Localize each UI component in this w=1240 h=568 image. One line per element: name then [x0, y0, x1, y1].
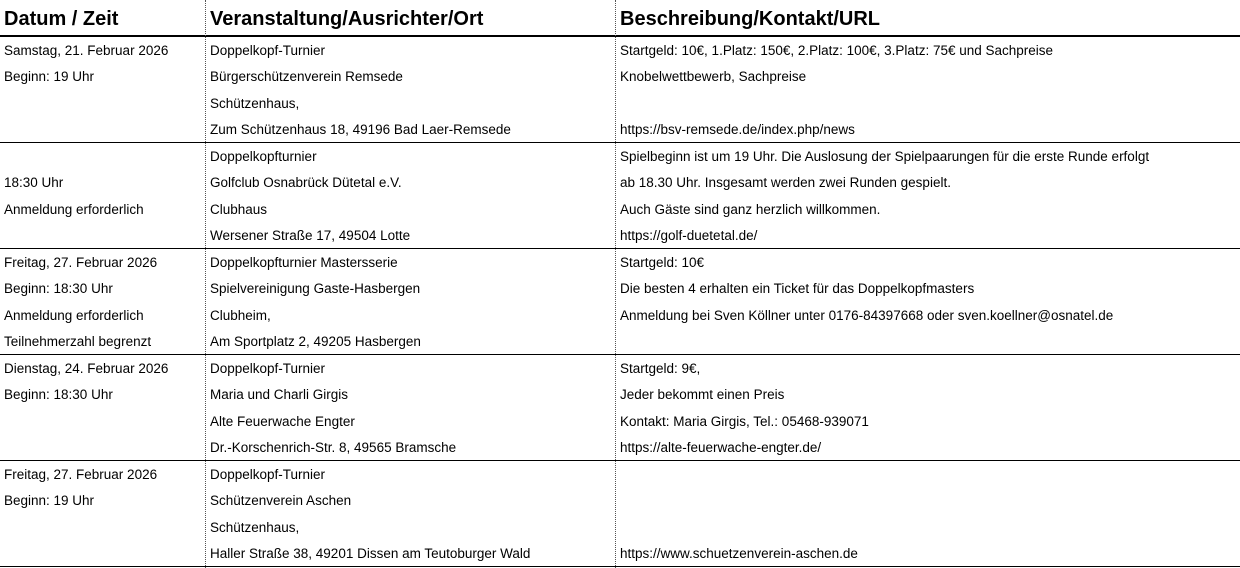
cell-line: Anmeldung bei Sven Köllner unter 0176-84397668 oder sven.koellner@osnatel.de	[620, 308, 1114, 323]
cell-line: Golfclub Osnabrück Dütetal e.V.	[210, 175, 402, 190]
cell-line: https://alte-feuerwache-engter.de/	[620, 440, 822, 455]
cell-line: https://www.schuetzenverein-aschen.de	[620, 546, 858, 561]
cell-line: Beginn: 19 Uhr	[4, 493, 95, 508]
event-cell[interactable]	[206, 461, 615, 566]
description-cell[interactable]	[616, 249, 1240, 354]
table-row	[0, 461, 1240, 567]
cell-line: Beginn: 18:30 Uhr	[4, 281, 113, 296]
description-cell[interactable]	[616, 143, 1240, 248]
cell-line: Spielbeginn ist um 19 Uhr. Die Auslosung der Spielpaarungen für die erste Runde erfolgt	[620, 149, 1150, 164]
cell-line: https://golf-duetetal.de/	[620, 228, 758, 243]
cell-line: Beginn: 19 Uhr	[4, 69, 95, 84]
header-date[interactable]: Datum / Zeit	[4, 8, 119, 30]
cell-line: Doppelkopfturnier Mastersserie	[210, 255, 398, 270]
table-row	[0, 37, 1240, 143]
cell-line: ab 18.30 Uhr. Insgesamt werden zwei Runden gespielt.	[620, 175, 951, 190]
cell-line: https://bsv-remsede.de/index.php/news	[620, 122, 855, 137]
cell-line: Beginn: 18:30 Uhr	[4, 387, 113, 402]
event-cell[interactable]	[206, 355, 615, 460]
cell-line: Doppelkopf-Turnier	[210, 43, 326, 58]
cell-line: Knobelwettbewerb, Sachpreise	[620, 69, 807, 84]
cell-line: Bürgerschützenverein Remsede	[210, 69, 403, 84]
table-row	[0, 355, 1240, 461]
event-cell[interactable]	[206, 143, 615, 248]
header-description[interactable]: Beschreibung/Kontakt/URL	[620, 8, 881, 30]
date-cell[interactable]	[0, 355, 205, 460]
cell-line: Anmeldung erforderlich	[4, 202, 144, 217]
description-cell[interactable]	[616, 461, 1240, 566]
cell-line: Startgeld: 9€,	[620, 361, 701, 376]
cell-line: Dr.-Korschenrich-Str. 8, 49565 Bramsche	[210, 440, 457, 455]
cell-line: Teilnehmerzahl begrenzt	[4, 334, 152, 349]
cell-line: Jeder bekommt einen Preis	[620, 387, 785, 402]
date-cell[interactable]	[0, 143, 205, 248]
cell-line: Die besten 4 erhalten ein Ticket für das Doppelkopfmasters	[620, 281, 975, 296]
table-row	[0, 249, 1240, 355]
cell-line: Zum Schützenhaus 18, 49196 Bad Laer-Remsede	[210, 122, 511, 137]
cell-line: Freitag, 27. Februar 2026	[4, 255, 158, 270]
cell-line: Doppelkopf-Turnier	[210, 467, 326, 482]
cell-line: Schützenhaus,	[210, 520, 300, 535]
cell-line: Maria und Charli Girgis	[210, 387, 349, 402]
cell-line: Schützenhaus,	[210, 96, 300, 111]
cell-line: Freitag, 27. Februar 2026	[4, 467, 158, 482]
event-cell[interactable]	[206, 249, 615, 354]
cell-line: Auch Gäste sind ganz herzlich willkommen.	[620, 202, 881, 217]
cell-line: Doppelkopfturnier	[210, 149, 317, 164]
cell-line: Clubhaus	[210, 202, 268, 217]
cell-line: Samstag, 21. Februar 2026	[4, 43, 169, 58]
date-cell[interactable]	[0, 249, 205, 354]
cell-line: Clubheim,	[210, 308, 271, 323]
cell-line: Doppelkopf-Turnier	[210, 361, 326, 376]
header-event[interactable]: Veranstaltung/Ausrichter/Ort	[210, 8, 484, 30]
cell-line: Dienstag, 24. Februar 2026	[4, 361, 169, 376]
event-cell[interactable]	[206, 37, 615, 142]
cell-line: Wersener Straße 17, 49504 Lotte	[210, 228, 411, 243]
cell-line: Spielvereinigung Gaste-Hasbergen	[210, 281, 421, 296]
cell-line: 18:30 Uhr	[4, 175, 64, 190]
cell-line: Alte Feuerwache Engter	[210, 414, 355, 429]
cell-line: Am Sportplatz 2, 49205 Hasbergen	[210, 334, 421, 349]
table-row	[0, 143, 1240, 249]
header-row	[0, 0, 1240, 37]
description-cell[interactable]	[616, 355, 1240, 460]
cell-line: Kontakt: Maria Girgis, Tel.: 05468-939071	[620, 414, 869, 429]
description-cell[interactable]	[616, 37, 1240, 142]
column-divider	[615, 0, 616, 568]
cell-line: Startgeld: 10€, 1.Platz: 150€, 2.Platz: 100€, 3.Platz: 75€ und Sachpreise	[620, 43, 1054, 58]
date-cell[interactable]	[0, 37, 205, 142]
cell-line: Startgeld: 10€	[620, 255, 705, 270]
date-cell[interactable]	[0, 461, 205, 566]
cell-line: Haller Straße 38, 49201 Dissen am Teutoburger Wald	[210, 546, 531, 561]
cell-line: Schützenverein Aschen	[210, 493, 352, 508]
column-divider	[205, 0, 206, 568]
cell-line: Anmeldung erforderlich	[4, 308, 144, 323]
